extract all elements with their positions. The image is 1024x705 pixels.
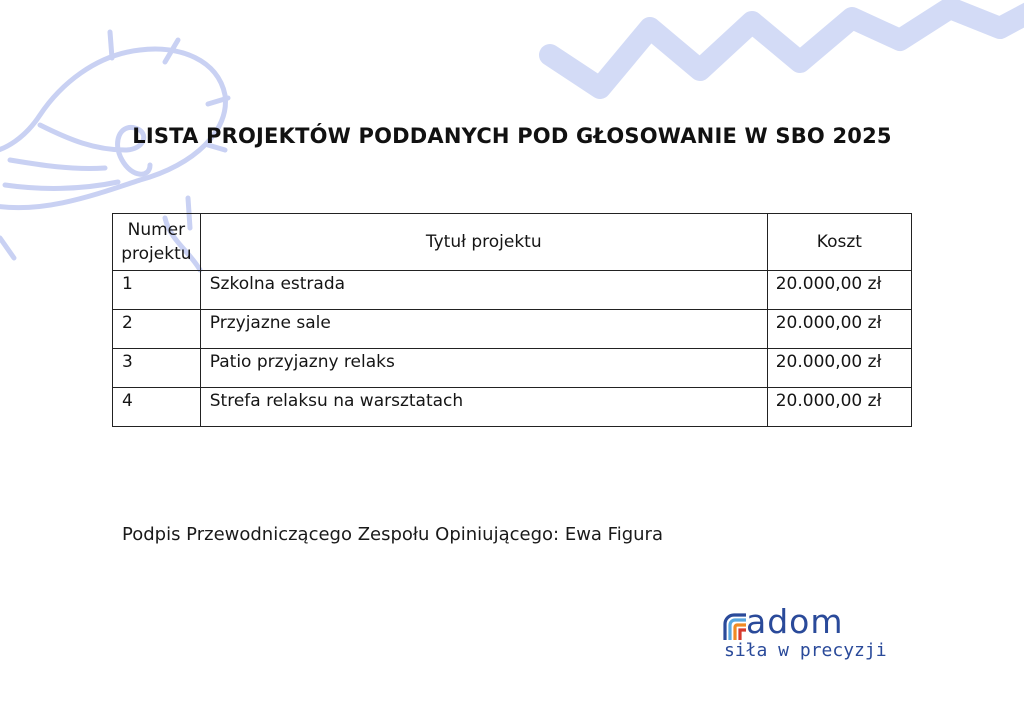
logo-tagline: siła w precyzji	[724, 640, 887, 661]
header-number-line1: Numer	[127, 220, 186, 240]
projects-table	[112, 213, 912, 427]
row-number: 1	[113, 271, 201, 310]
page-title: LISTA PROJEKTÓW PODDANYCH POD GŁOSOWANIE W SBO 2025	[132, 124, 892, 148]
row-number: 4	[113, 388, 201, 427]
row-number: 2	[113, 310, 201, 349]
row-title: Szkolna estrada	[200, 271, 767, 310]
row-cost: 20.000,00 zł	[767, 271, 911, 310]
logo-wordmark: adom	[746, 602, 844, 641]
row-title: Przyjazne sale	[200, 310, 767, 349]
header-number-line2: projektu	[121, 244, 192, 264]
row-title: Strefa relaksu na warsztatach	[200, 388, 767, 427]
row-cost: 20.000,00 zł	[767, 388, 911, 427]
header-title: Tytuł projektu	[200, 214, 767, 271]
table-row	[113, 310, 912, 349]
header-number	[113, 214, 201, 271]
table-row	[113, 271, 912, 310]
signature-line: Podpis Przewodniczącego Zespołu Opiniującego: Ewa Figura	[122, 524, 663, 545]
header-cost: Koszt	[767, 214, 911, 271]
radom-logo	[722, 602, 897, 666]
row-cost: 20.000,00 zł	[767, 349, 911, 388]
zigzag-decoration	[550, 8, 1024, 88]
table-row	[113, 349, 912, 388]
radom-logo-r-mark-icon	[722, 612, 748, 640]
row-number: 3	[113, 349, 201, 388]
row-title: Patio przyjazny relaks	[200, 349, 767, 388]
row-cost: 20.000,00 zł	[767, 310, 911, 349]
table-header-row	[113, 214, 912, 271]
table-row	[113, 388, 912, 427]
